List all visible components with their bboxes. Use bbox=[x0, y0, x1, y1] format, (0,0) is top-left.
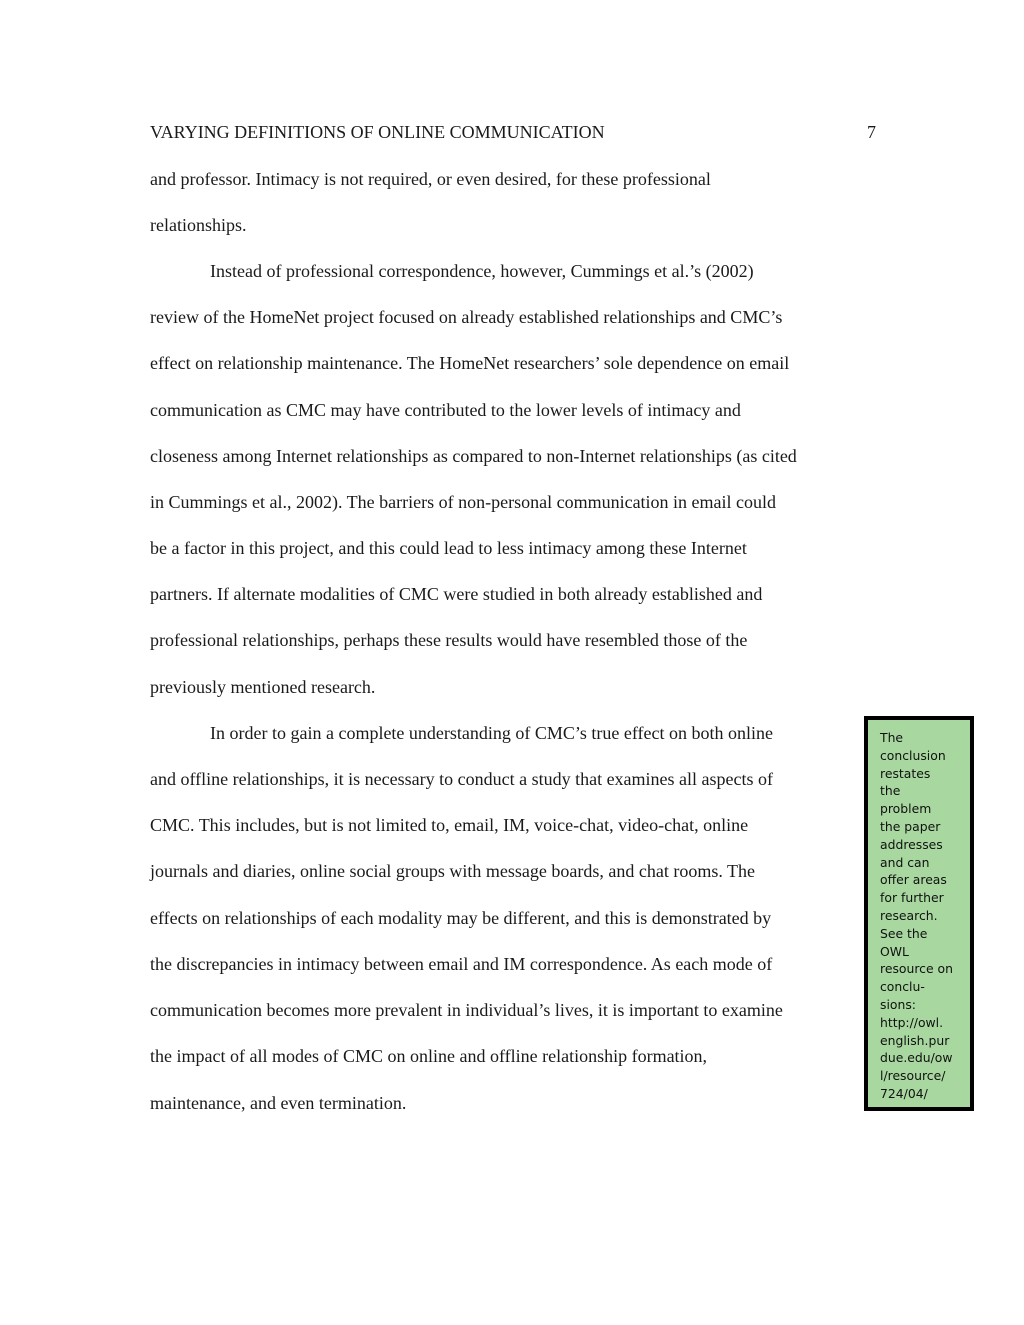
note-link-line: l/resource/ bbox=[880, 1068, 946, 1084]
body-line: in Cummings et al., 2002). The barriers of non-personal communication in email could bbox=[150, 492, 777, 512]
body-line: journals and diaries, online social groups with message boards, and chat rooms. The bbox=[150, 861, 756, 881]
body-line: communication becomes more prevalent in individual’s lives, it is important to examine bbox=[150, 1000, 783, 1020]
body-line: and offline relationships, it is necessary to conduct a study that examines all aspects of bbox=[150, 769, 774, 789]
margin-comment-box bbox=[864, 716, 974, 1111]
note-line: sions: bbox=[880, 996, 916, 1012]
body-line: closeness among Internet relationships as compared to non-Internet relationships (as cited bbox=[150, 446, 797, 466]
note-line: for further bbox=[880, 890, 944, 906]
body-line: the impact of all modes of CMC on online and offline relationship formation, bbox=[150, 1046, 708, 1066]
body-line: effect on relationship maintenance. The HomeNet researchers’ sole dependence on email bbox=[150, 353, 790, 373]
note-line: research. bbox=[880, 907, 938, 923]
page-number: 7 bbox=[867, 122, 876, 142]
note-line: addresses bbox=[880, 836, 943, 852]
body-line: review of the HomeNet project focused on already established relationships and CMC’s bbox=[150, 307, 783, 327]
note-line: and can bbox=[880, 854, 930, 870]
note-line: See the bbox=[880, 925, 928, 941]
body-line: professional relationships, perhaps these results would have resembled those of the bbox=[150, 630, 748, 650]
body-line: effects on relationships of each modality may be different, and this is demonstrated by bbox=[150, 908, 772, 928]
note-link-line: due.edu/ow bbox=[880, 1050, 953, 1066]
note-line: the paper bbox=[880, 818, 941, 834]
body-line: previously mentioned research. bbox=[150, 677, 376, 697]
note-line: The bbox=[880, 730, 904, 745]
note-line: the bbox=[880, 783, 901, 799]
note-link-line: http://owl. bbox=[880, 1014, 944, 1030]
note-link-line: 724/04/ bbox=[880, 1085, 928, 1101]
note-line: problem bbox=[880, 801, 932, 817]
body-line: communication as CMC may have contributed to the lower levels of intimacy and bbox=[150, 400, 741, 420]
note-line: conclu- bbox=[880, 979, 925, 995]
note-line: offer areas bbox=[880, 872, 947, 888]
note-line: conclusion bbox=[880, 747, 946, 763]
body-line: CMC. This includes, but is not limited to, email, IM, voice-chat, video-chat, online bbox=[150, 815, 749, 835]
body-line: relationships. bbox=[150, 215, 247, 235]
note-line: resource on bbox=[880, 961, 953, 977]
body-line: and professor. Intimacy is not required, or even desired, for these professional bbox=[150, 169, 711, 189]
body-line: partners. If alternate modalities of CMC were studied in both already established and bbox=[150, 584, 763, 604]
running-head-title: VARYING DEFINITIONS OF ONLINE COMMUNICATION bbox=[150, 122, 605, 142]
paragraph-start-line: Instead of professional correspondence, however, Cummings et al.’s (2002) bbox=[210, 261, 754, 281]
note-line: OWL bbox=[880, 943, 909, 959]
note-link-line: english.pur bbox=[880, 1032, 950, 1048]
note-line: restates bbox=[880, 765, 931, 781]
body-line: the discrepancies in intimacy between email and IM correspondence. As each mode of bbox=[150, 954, 773, 974]
paragraph-start-line: In order to gain a complete understanding of CMC’s true effect on both online bbox=[210, 723, 774, 743]
body-line: be a factor in this project, and this could lead to less intimacy among these Internet bbox=[150, 538, 747, 558]
body-line: maintenance, and even termination. bbox=[150, 1093, 407, 1113]
